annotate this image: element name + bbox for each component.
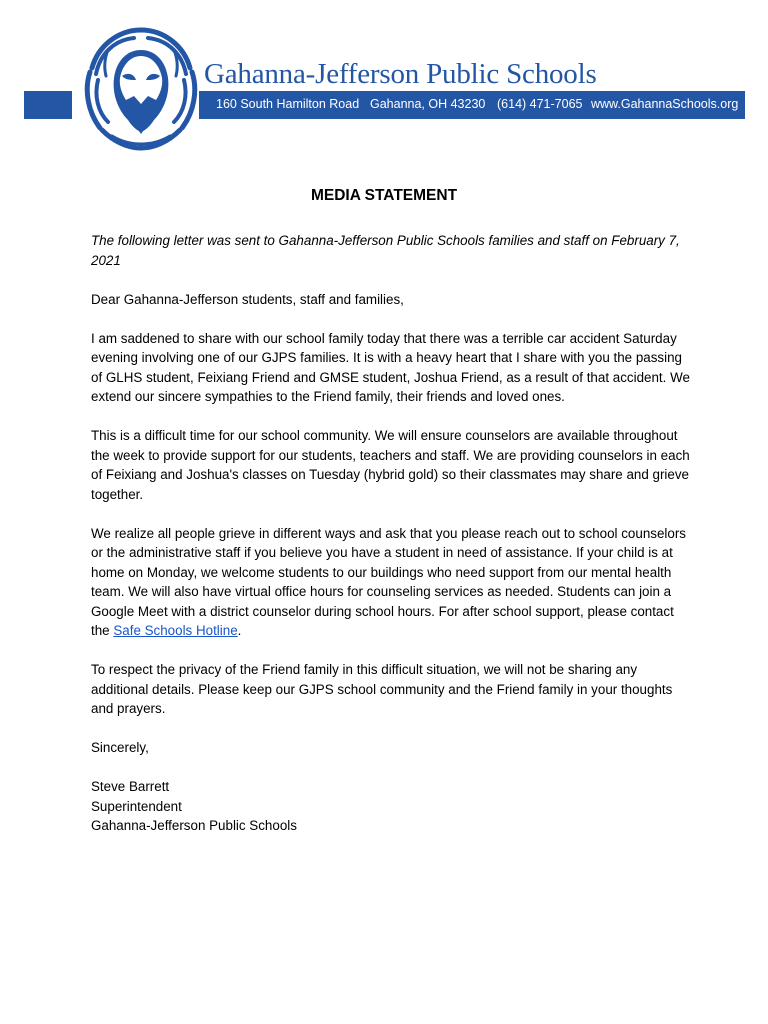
paragraph-support (91, 524, 691, 641)
paragraph-accident: I am saddened to share with our school family today that there was a terrible car accident Saturday evening involving one of our GJPS families. It is with a heavy heart that I share with you the passing of GLHS student, Feixiang Friend and GMSE student, Joshua Friend, as a result of that accident. We extend our sincere sympathies to the Friend family, their friends and loved ones. (91, 330, 690, 404)
signature-role: Superintendent (91, 798, 182, 814)
page-title: MEDIA STATEMENT (310, 187, 458, 204)
safe-schools-hotline-link[interactable]: Safe Schools Hotline (113, 623, 238, 638)
paragraph-counselors: This is a difficult time for our school community. We will ensure counselors are available throughout the week to provide support for our students, teachers and staff. We are providing counselors in each of Feixiang and Joshua's classes on Tuesday (hybrid gold) so their classmates may share and grieve together. (91, 428, 690, 502)
header-address: 160 South Hamilton Road (216, 97, 360, 111)
letter-body (91, 231, 691, 836)
lion-head-icon (78, 24, 204, 152)
greeting: Dear Gahanna-Jefferson students, staff and families, (91, 291, 404, 307)
paragraph-support-text: We realize all people grieve in different ways and ask that you please reach out to school counselors or the administrative staff if you believe you have a student in need of assistance. If your child is at home on Monday, we welcome students to our buildings who need support from our mental health team. We will also have virtual office hours for counseling services as needed. Students can join a Google Meet with a district counselor during school hours. For after school support, please contact the (91, 525, 686, 638)
header-phone: (614) 471-7065 (497, 97, 583, 111)
closing: Sincerely, (91, 740, 149, 755)
signature-name: Steve Barrett (91, 779, 170, 794)
paragraph-privacy: To respect the privacy of the Friend family in this difficult situation, we will not be sharing any additional details. Please keep our GJPS school community and the Friend family in your thoughts and prayers. (91, 662, 673, 716)
header-left-bar (24, 91, 72, 119)
school-name: Gahanna-Jefferson Public Schools (204, 58, 597, 90)
paragraph-support-end: . (237, 623, 242, 638)
intro-text: The following letter was sent to Gahanna-Jefferson Public Schools families and staff on February 7, 2021 (91, 233, 680, 268)
header-city: Gahanna, OH 43230 (370, 97, 486, 111)
header-website: www.GahannaSchools.org (591, 97, 739, 111)
signature-block (91, 777, 691, 836)
signature-org: Gahanna-Jefferson Public Schools (91, 818, 297, 833)
header-address-bar (199, 91, 745, 119)
